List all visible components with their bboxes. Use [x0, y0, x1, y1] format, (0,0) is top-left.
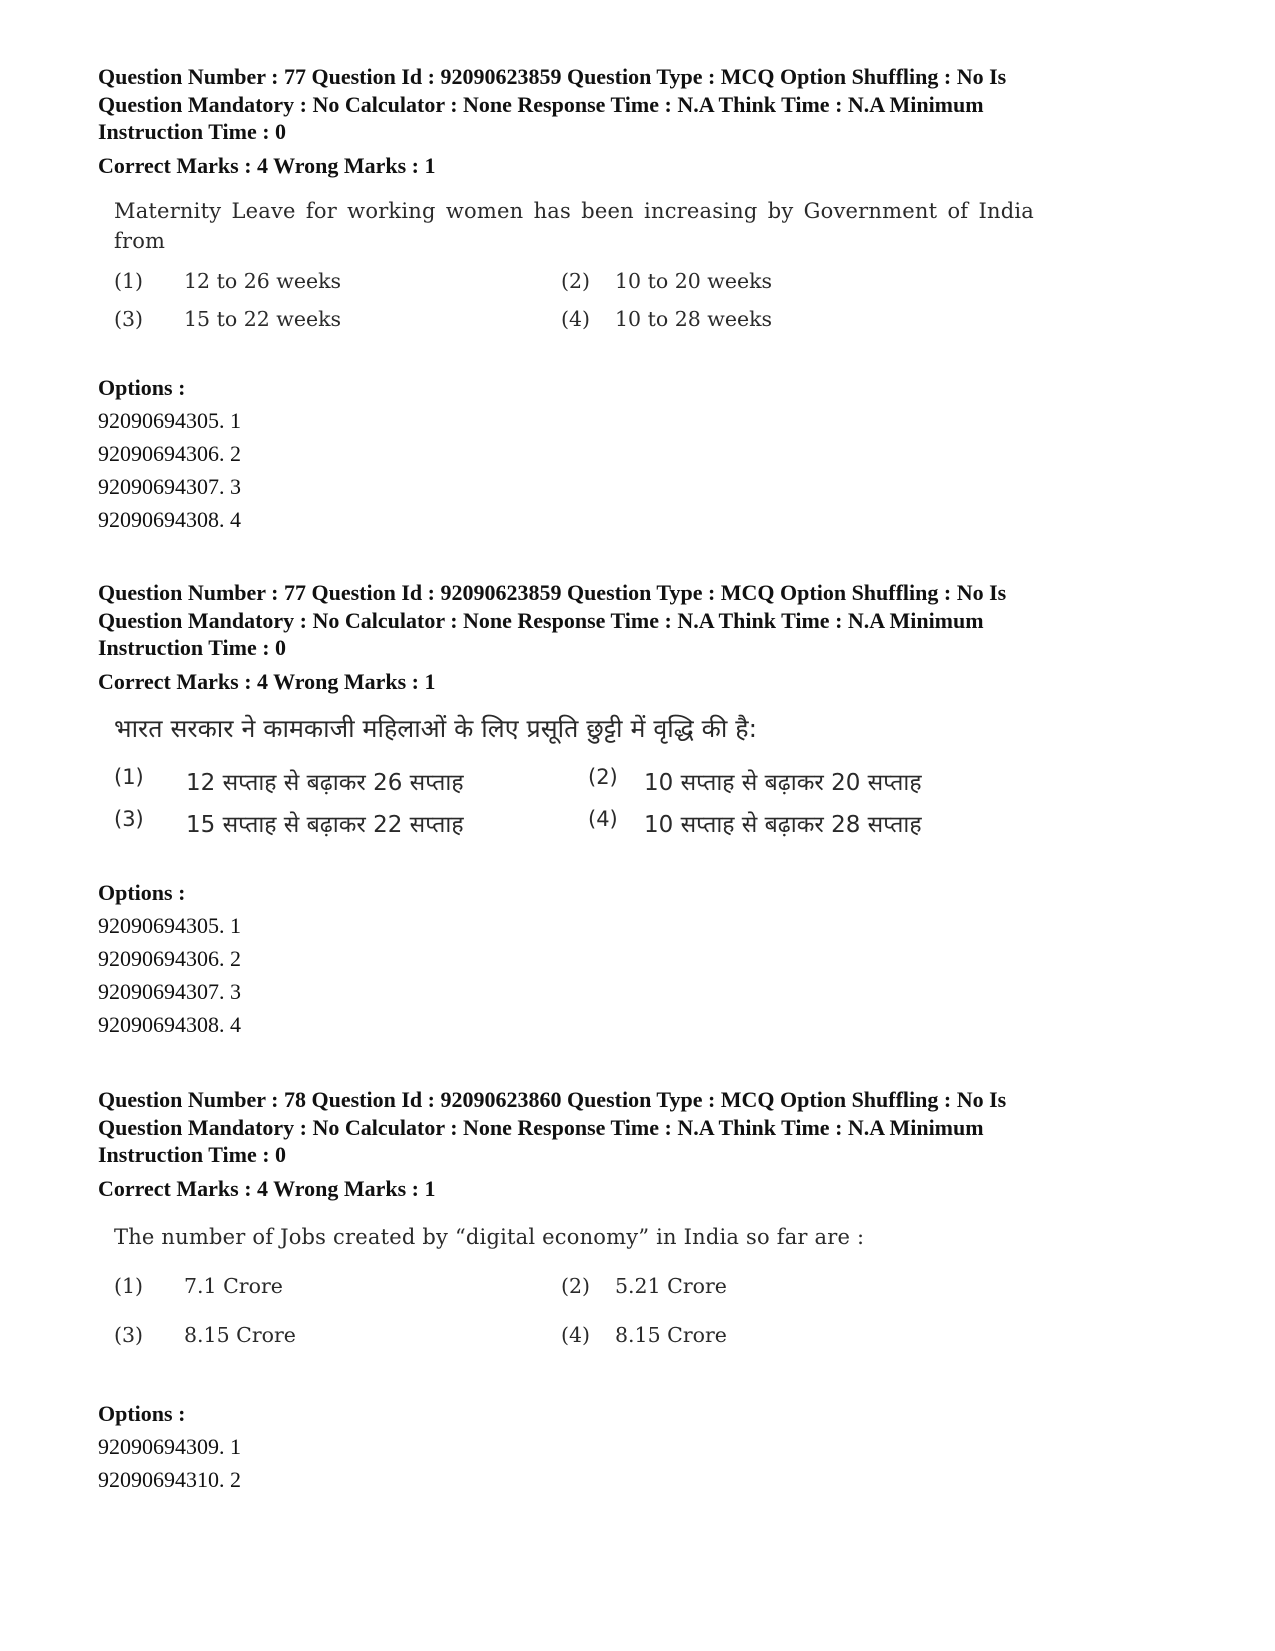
question-block-77-english — [98, 63, 1178, 536]
choice-row — [114, 1274, 1178, 1323]
choice-text: 10 सप्ताह से बढ़ाकर 20 सप्ताह — [644, 769, 922, 796]
choice-text: 7.1 Crore — [184, 1273, 283, 1298]
choice-text: 8.15 Crore — [615, 1322, 727, 1347]
meta-line: Question Mandatory : No Calculator : None Response Time : N.A Think Time : N.A Minimum — [98, 91, 984, 117]
choice-text: 15 to 22 weeks — [184, 306, 342, 331]
options-label: Options : — [98, 1400, 186, 1426]
meta-line: Instruction Time : 0 — [98, 119, 287, 144]
option-line: 92090694308. 4 — [98, 506, 241, 532]
choice-number: (2) — [561, 268, 591, 293]
option-line: 92090694305. 1 — [98, 407, 241, 433]
marks-line: Correct Marks : 4 Wrong Marks : 1 — [98, 1175, 436, 1201]
question-meta — [98, 1086, 1178, 1169]
choice-text: 15 सप्ताह से बढ़ाकर 22 सप्ताह — [186, 811, 464, 838]
choice-number: (1) — [114, 1273, 144, 1298]
choice-number: (4) — [561, 1322, 591, 1347]
meta-line: Question Mandatory : No Calculator : None Response Time : N.A Think Time : N.A Minimum — [98, 1114, 984, 1140]
marks-line: Correct Marks : 4 Wrong Marks : 1 — [98, 152, 436, 178]
question-content — [114, 196, 1178, 345]
choice-row — [114, 765, 1178, 807]
choice-text: 10 to 28 weeks — [615, 306, 773, 331]
options-label: Options : — [98, 879, 186, 905]
option-line: 92090694307. 3 — [98, 473, 241, 499]
question-meta — [98, 63, 1178, 146]
question-text: The number of Jobs created by “digital economy” in India so far are : — [114, 1224, 865, 1249]
choice-text: 5.21 Crore — [615, 1273, 727, 1298]
options-label: Options : — [98, 374, 186, 400]
choice-text: 12 to 26 weeks — [184, 268, 342, 293]
question-content — [114, 1222, 1178, 1361]
question-block-78 — [98, 1086, 1178, 1496]
option-line: 92090694305. 1 — [98, 912, 241, 938]
option-line: 92090694308. 4 — [98, 1011, 241, 1037]
options-section — [98, 876, 1178, 1041]
options-section — [98, 371, 1178, 536]
choice-text: 10 सप्ताह से बढ़ाकर 28 सप्ताह — [644, 811, 922, 838]
option-line: 92090694306. 2 — [98, 945, 241, 971]
option-line: 92090694306. 2 — [98, 440, 241, 466]
option-line: 92090694310. 2 — [98, 1466, 241, 1492]
choice-number: (4) — [588, 806, 618, 831]
choice-number: (3) — [114, 306, 144, 331]
choice-number: (3) — [114, 1322, 144, 1347]
marks-line: Correct Marks : 4 Wrong Marks : 1 — [98, 668, 436, 694]
choice-text: 8.15 Crore — [184, 1322, 296, 1347]
choice-number: (3) — [114, 806, 144, 831]
choice-text: 12 सप्ताह से बढ़ाकर 26 सप्ताह — [186, 769, 464, 796]
choice-number: (2) — [588, 764, 618, 789]
choice-number: (1) — [114, 268, 144, 293]
question-meta — [98, 579, 1178, 662]
question-text: Maternity Leave for working women has been increasing by Government of India from — [114, 198, 1034, 253]
question-text: भारत सरकार ने कामकाजी महिलाओं के लिए प्रसूति छुट्टी में वृद्धि की है: — [114, 713, 757, 743]
meta-line: Question Number : 78 Question Id : 92090623860 Question Type : MCQ Option Shuffling : No Is — [98, 1087, 1007, 1112]
meta-line: Instruction Time : 0 — [98, 635, 287, 660]
choice-text: 10 to 20 weeks — [615, 268, 773, 293]
choice-row — [114, 269, 1178, 307]
choice-row — [114, 307, 1178, 345]
options-section — [98, 1397, 1178, 1496]
meta-line: Question Number : 77 Question Id : 92090623859 Question Type : MCQ Option Shuffling : No Is — [98, 64, 1007, 89]
choice-row — [114, 807, 1178, 849]
question-block-77-hindi — [98, 579, 1178, 1041]
meta-line: Question Mandatory : No Calculator : None Response Time : N.A Think Time : N.A Minimum — [98, 607, 984, 633]
question-content — [114, 713, 1178, 849]
choice-number: (2) — [561, 1273, 591, 1298]
choice-number: (4) — [561, 306, 591, 331]
meta-line: Question Number : 77 Question Id : 92090623859 Question Type : MCQ Option Shuffling : No Is — [98, 580, 1007, 605]
option-line: 92090694309. 1 — [98, 1433, 241, 1459]
choice-number: (1) — [114, 764, 144, 789]
choice-row — [114, 1323, 1178, 1361]
meta-line: Instruction Time : 0 — [98, 1142, 287, 1167]
option-line: 92090694307. 3 — [98, 978, 241, 1004]
